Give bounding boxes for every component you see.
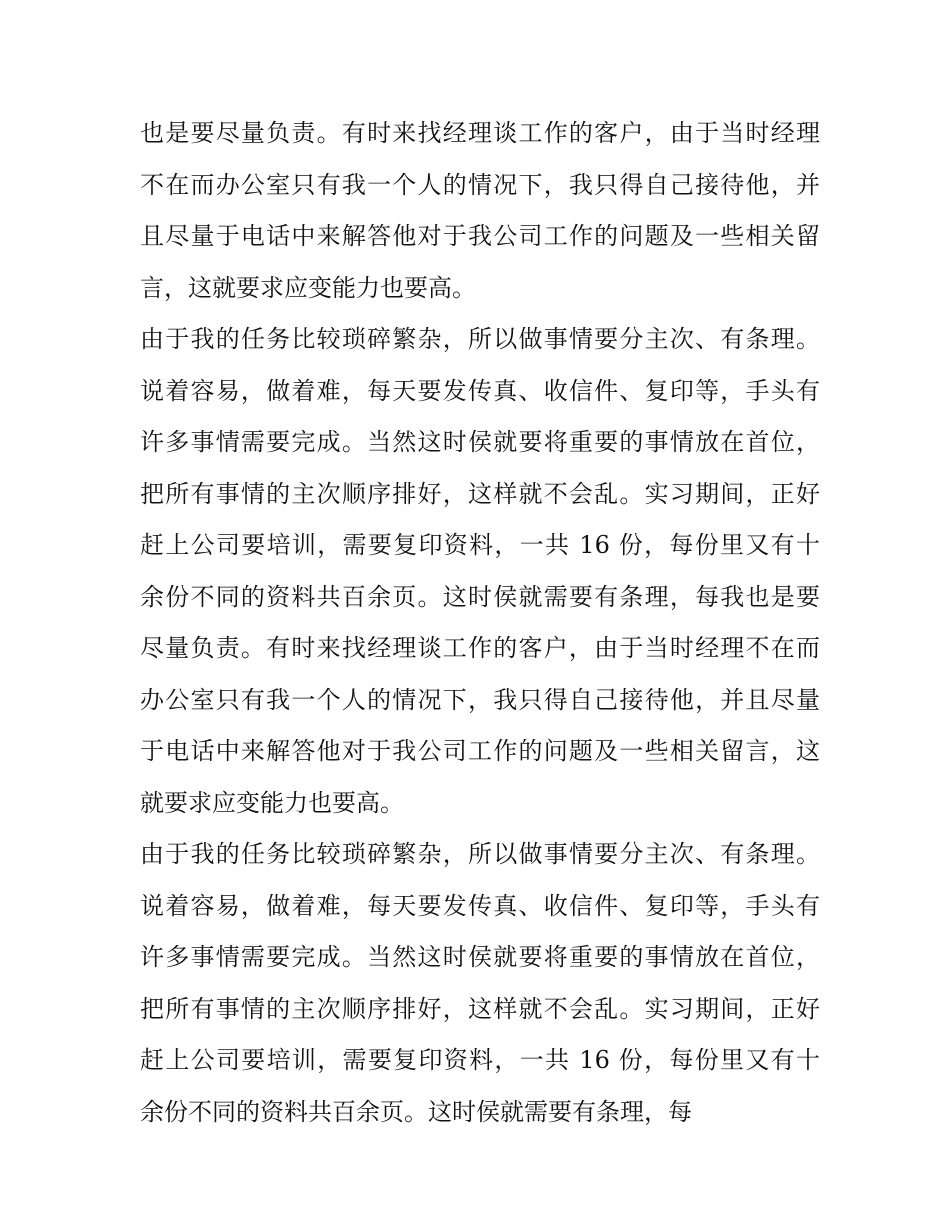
body-text: [140, 108, 820, 1138]
text-line: 说着容易，做着难，每天要发传真、收信件、复印等，手头有: [140, 891, 820, 920]
text-line: 就要求应变能力也要高。: [140, 788, 404, 817]
text-line: 把所有事情的主次顺序排好，这样就不会乱。实习期间，正好: [140, 479, 820, 508]
text-line: 言，这就要求应变能力也要高。: [140, 273, 476, 302]
text-line: 赶上公司要培训，需要复印资料，一共 16 份，每份里又有十: [140, 1046, 820, 1074]
text-line: 尽量负责。有时来找经理谈工作的客户，由于当时经理不在而: [140, 634, 820, 662]
text-line: 许多事情需要完成。当然这时侯就要将重要的事情放在首位，: [140, 428, 820, 456]
text-line: 由于我的任务比较琐碎繁杂，所以做事情要分主次、有条理。: [140, 325, 820, 353]
text-line: 把所有事情的主次顺序排好，这样就不会乱。实习期间，正好: [140, 994, 820, 1023]
text-line: 由于我的任务比较琐碎繁杂，所以做事情要分主次、有条理。: [140, 840, 820, 868]
text-line: 且尽量于电话中来解答他对于我公司工作的问题及一些相关留: [140, 222, 820, 250]
text-line: 办公室只有我一个人的情况下，我只得自己接待他，并且尽量: [140, 685, 820, 714]
text-line: 说着容易，做着难，每天要发传真、收信件、复印等，手头有: [140, 376, 820, 405]
text-line: 不在而办公室只有我一个人的情况下，我只得自己接待他，并: [140, 170, 820, 199]
text-line: 余份不同的资料共百余页。这时侯就需要有条理，每: [140, 1097, 692, 1126]
text-line: 于电话中来解答他对于我公司工作的问题及一些相关留言，这: [140, 737, 820, 765]
text-line: 许多事情需要完成。当然这时侯就要将重要的事情放在首位，: [140, 943, 820, 971]
text-line: 余份不同的资料共百余页。这时侯就需要有条理，每我也是要: [140, 582, 820, 611]
text-line: 也是要尽量负责。有时来找经理谈工作的客户，由于当时经理: [140, 119, 820, 147]
text-line: 赶上公司要培训，需要复印资料，一共 16 份，每份里又有十: [140, 531, 820, 559]
